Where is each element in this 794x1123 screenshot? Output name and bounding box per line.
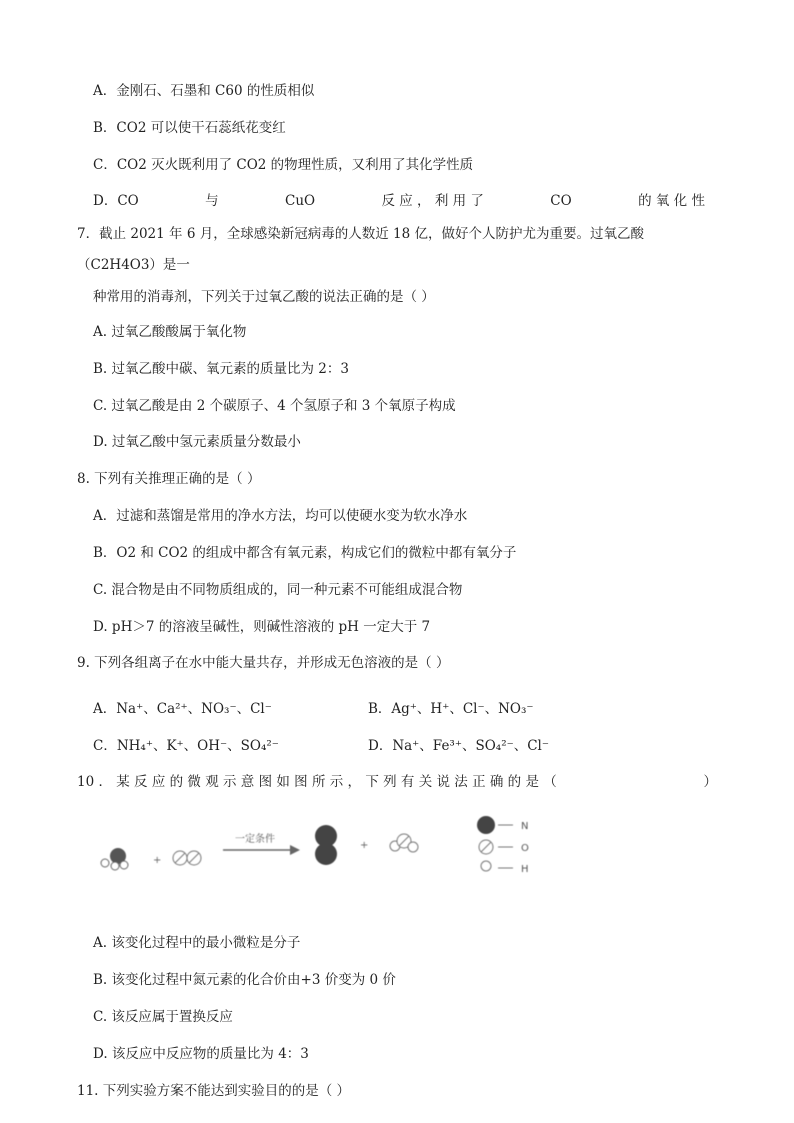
q9-stem: 9. 下列各组离子在水中能大量共存，并形成无色溶液的是（ ） (77, 655, 450, 671)
q7-option-a: A. 过氧乙酸酸属于氧化物 (93, 324, 247, 340)
q7-stem-line3: 种常用的消毒剂，下列关于过氧乙酸的说法正确的是（ ） (93, 289, 435, 305)
legend-label-h: H (521, 864, 529, 875)
legend-label-n: N (521, 821, 529, 832)
q6-d-part: CuO (284, 193, 316, 209)
legend-nitrogen-swatch (477, 816, 495, 834)
q10-option-b: B. 该变化过程中氮元素的化合价由+3 价变为 0 价 (93, 972, 396, 988)
q6-option-d (93, 192, 705, 210)
q6-d-part: 反 应 ， 利 用 了 (381, 193, 484, 209)
q11-stem: 11. 下列实验方案不能达到实验目的的是（ ） (77, 1083, 351, 1099)
q8-option-b: B．O2 和 CO2 的组成中都含有氧元素，构成它们的微粒中都有氧分子 (93, 545, 517, 561)
q6-option-a: A．金刚石、石墨和 C60 的性质相似 (93, 83, 315, 99)
q7-option-d: D. 过氧乙酸中氢元素质量分数最小 (93, 434, 301, 450)
q6-option-c: C．CO2 灭火既利用了 CO2 的物理性质，又利用了其化学性质 (93, 157, 474, 173)
q8-option-d: D. pH＞7 的溶液呈碱性，则碱性溶液的 pH 一定大于 7 (93, 619, 431, 635)
q7-stem-line1: 7．截止 2021 年 6 月，全球感染新冠病毒的人数近 18 亿，做好个人防护尤为重要。过氧乙酸 (77, 226, 644, 242)
q7-option-b: B. 过氧乙酸中碳、氧元素的质量比为 2：3 (93, 361, 349, 377)
plus-sign: + (360, 840, 369, 851)
reaction-diagram (95, 808, 555, 918)
q9-row2 (93, 737, 553, 755)
q10-option-d: D. 该反应中反应物的质量比为 4：3 (93, 1046, 309, 1062)
q9-row1 (93, 700, 553, 718)
q6-d-part: D．CO (93, 193, 139, 209)
hydrogen-atom (101, 859, 109, 867)
hydrogen-atom (111, 862, 119, 870)
legend-label-o: O (521, 843, 529, 854)
q8-option-c: C. 混合物是由不同物质组成的，同一种元素不可能组成混合物 (93, 582, 463, 598)
q6-d-part: 的 氧 化 性 (638, 193, 705, 209)
nitrogen-atom (315, 843, 337, 865)
hydrogen-atom (408, 842, 418, 852)
legend-hydrogen-swatch (481, 861, 491, 871)
q6-option-b: B．CO2 可以使干石蕊纸花变红 (93, 120, 286, 136)
q10-stem (77, 773, 717, 791)
q9-option-c: C．NH₄⁺、K⁺、OH⁻、SO₄²⁻ (93, 738, 279, 754)
q6-d-part: 与 (205, 193, 219, 209)
q10-stem-close: ） (703, 774, 717, 790)
q7-option-c: C. 过氧乙酸是由 2 个碳原子、4 个氢原子和 3 个氧原子构成 (93, 398, 456, 414)
plus-sign: + (153, 855, 162, 866)
q10-option-a: A. 该变化过程中的最小微粒是分子 (93, 935, 301, 951)
q7-stem-line2: （C2H4O3）是一 (77, 257, 190, 273)
q10-option-c: C. 该反应属于置换反应 (93, 1009, 233, 1025)
q8-option-a: A．过滤和蒸馏是常用的净水方法，均可以使硬水变为软水净水 (93, 508, 468, 524)
hydrogen-atom (120, 861, 128, 869)
q8-stem: 8. 下列有关推理正确的是（ ） (77, 471, 261, 487)
q9-option-d: D．Na⁺、Fe³⁺、SO₄²⁻、Cl⁻ (368, 738, 550, 754)
q9-option-b: B．Ag⁺、H⁺、Cl⁻、NO₃⁻ (368, 701, 534, 717)
arrow-label: 一定条件 (235, 834, 275, 845)
q6-d-part: CO (550, 193, 572, 209)
q10-stem-text: 10 ． 某 反 应 的 微 观 示 意 图 如 图 所 示 ， 下 列 有 关 说 法 正 确 的 是 （ (77, 774, 557, 790)
q9-option-a: A．Na⁺、Ca²⁺、NO₃⁻、Cl⁻ (93, 701, 272, 717)
